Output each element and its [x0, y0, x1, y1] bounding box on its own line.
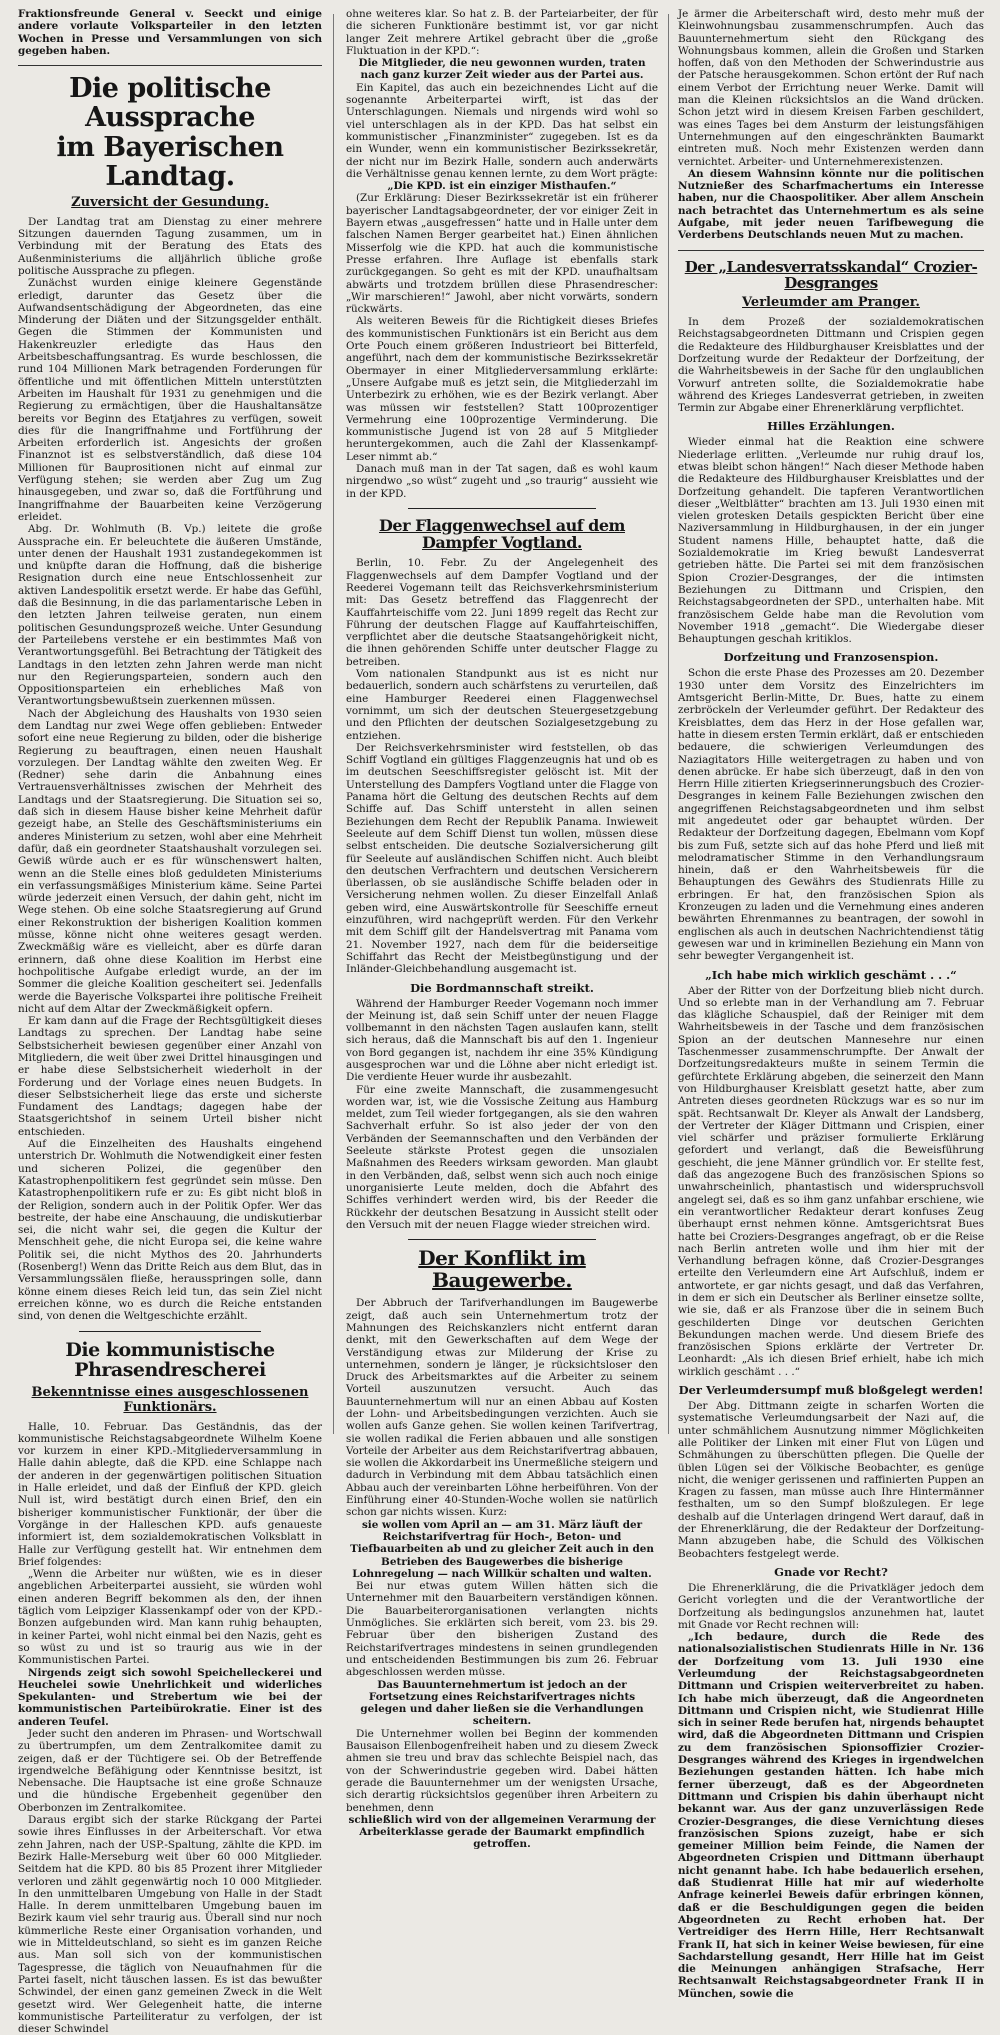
article-paragraph: Als weiteren Beweis für die Richtigkeit dieses Briefes des kommunistischen Funktionärs ist ein Bericht aus dem Orte Pouch einem größeren Industrieort bei Bitterfeld, angeführt, nach dem der kommunistische Bezirkssekretär Obermayer in einer Mitgliederversammlung erklärte: „Unsere Aufgabe muß es jetzt sein, die Mitgliederzahl im Unterbezirk zu erhöhen, wie es der Bezirk verlangt. Aber was müssen wir feststellen? Statt 100prozentiger Vermehrung eine 100prozentige Verminderung. Die kommunistische Jugend ist von 28 auf 5 Mitglieder heruntergekommen, auch die Zahl der Klassenkampf-Leser nimmt ab.“	[346, 315, 658, 463]
article-flaggenwechsel	[346, 517, 658, 1231]
article-landesverratsskandal	[678, 259, 984, 2000]
article-paragraph: Je ärmer die Arbeiterschaft wird, desto mehr muß der Kleinwohnungsbau zusammenschrumpfen. Auch das Bauunternehmertum sieht den Rückgang des Wohnungsbaus kommen, allein die Großen und Starken hoffen, daß von den Methoden der Schwerindustrie aus der Patsche herausgekommen. Schon ertönt der Ruf nach einem Verbot der Errichtung neuer Werke. Damit will man die Kleinen rücksichtslos an die Wand drücken. Schon jetzt wird in diesem Kreisen Farben geschildert, was eines Tages bei dem Ansturm der leistungsfähigen Unternehmungen auf den eingeschränkten Baumarkt eintreten muß. Noch mehr Existenzen werden dann vernichtet. Arbeiter- und Unternehmerexistenzen.	[678, 8, 984, 168]
article-intertitle: Die Bordmannschaft streikt.	[410, 980, 594, 995]
article-paragraph: Der Landtag trat am Dienstag zu einer mehrere Sitzungen dauernden Tagung zusammen, um in Verbindung mit der Beratung des Etats des Außenministeriums die alljährlich übliche große politische Aussprache zu pflegen.	[18, 215, 322, 277]
article-emphasis: Das Bauunternehmertum ist jedoch an der Fortsetzung eines Reichstarifvertrages nichts gelegen und daher ließen sie die Verhandlungen scheitern.	[360, 1678, 644, 1728]
article-emphasis: „Die KPD. ist ein einziger Misthaufen.“	[387, 180, 617, 193]
column-rule	[333, 14, 334, 1434]
article-quote: Daraus ergibt sich der starke Rückgang der Partei sowie ihres Einflusses in der Arbeiterschaft. Vor etwa zehn Jahren, nach der USP.-Spaltung, zählte die KPD. im Bezirk Halle-Merseburg weit über 60 000 Mitglieder. Seitdem hat die KPD. 80 bis 85 Prozent ihrer Mitglieder verloren und zählt gegenwärtig noch 10 000 Mitglieder. In den unmittelbaren Umgebung von Halle in der Stadt Halle. In derem unmittelbaren Umgebung bauen im Bezirk kaum viel sehr traurig aus. Überall sind nur noch kümmerliche Reste einer Organisation vorhanden, und wie in Mitteldeutschland, so sieht es im ganzen Reiche aus. Man soll sich von der kommunistischen Tagespresse, die täglich von Neuaufnahmen für die Partei faselt, nicht täuschen lassen. Es ist das bewußter Schwindel, der einen ganz gemeinen Zweck in die Welt gesetzt wird. Wer Gelegenheit hatte, die interne kommunistische Parteiliteratur zu verfolgen, der ist dieser Schwindel	[18, 1814, 322, 2035]
article-subheadline: Zuversicht der Gesundung.	[71, 194, 269, 210]
article-paragraph: Der Abg. Dittmann zeigte in scharfen Worten die systematische Verleumdungsarbeit der Nazi auf, die unter schmählichem Ausnutzung nimmer Möglichkeiten alle Politiker der Linken mit einer Flut von Lügen und Schmähungen zu überschütten pflegen. Die Quelle der üblen Lügen sei der Völkische Beobachter, es genüge nicht, die weniger gerissenen und raffinierten Puppen an Kragen zu fassen, man müsse auch Ihre Hintermänner festhalten, um so den Sumpf bloßzulegen. Er lege deshalb auf die Unterlagen dringend Wert darauf, daß in der Ehrenerklärung, die der Redakteur der Dorfzeitung-Mann abzugeben habe, die Schuld des Völkischen Beobachters festgelegt werde.	[678, 1400, 984, 1560]
intro-text: Fraktionsfreunde General v. Seeckt und einige andere vorlaute Volksparteiler in den letzten Wochen in Presse und Versammlungen von sich gegeben haben.	[18, 8, 322, 57]
article-headline: Der Flaggenwechsel auf dem Dampfer Vogtland.	[379, 515, 625, 553]
article-paragraph: Der Abbruch der Tarifverhandlungen im Baugewerbe zeigt, daß auch sein Unternehmertum trotz der Mahnungen des Reichskanzlers nicht entfernt daran denkt, mit den Gewerkschaften auf dem Wege der Verständigung etwas zur Milderung der Krise zu unternehmen, sondern je länger, je rücksichtsloser den Druck des Arbeitsmarktes auf die Arbeiter zu seinem Vorteil auszunutzen versucht. Auch das Bauunternehmertum will nur an einen Abbau auf Kosten der Lohn- und Arbeitsbedingungen verzichten. Auch sie wollen aufs Ganze gehen. Sie wollen keinen Tarifvertrag, sie wollen radikal die Ferien abbauen und alle sonstigen Vorteile der Arbeiter aus dem Reichstarifvertrag abbauen, sie wollen die Akkordarbeit ins Unermeßliche steigern und dadurch in Verbindung mit dem Abbau tatsächlich einen Abbau auch der vereinbarten Löhne herbeiführen. Von der Einführung einer 40-Stunden-Woche wollen sie natürlich schon gar nichts wissen. Kurz:	[346, 1297, 658, 1519]
divider	[408, 1239, 595, 1240]
article-emphasis: Die Mitglieder, die neu gewonnen wurden, traten nach ganz kurzer Zeit wieder aus der Partei aus.	[358, 57, 646, 82]
article-bavarian-landtag	[18, 74, 322, 1322]
article-quote: Nirgends zeigt sich sowohl Speichelleckerei und Heuchelei sowie Unehrlichkeit und widerliches Spekulanten- und Strebertum wie bei der kommunistischen Parteibürokratie. Einer ist des anderen Teufel.	[18, 1666, 322, 1728]
article-paragraph: ohne weiteres klar. So hat z. B. der Parteiarbeiter, der für die sicheren Funktionäre bestimmt ist, vor gar nicht langer Zeit mehrere Artikel gebracht über die „große Fluktuation in der KPD.“:	[346, 8, 658, 57]
article-headline: im Bayerischen Landtag.	[56, 131, 284, 192]
article-paragraph: In dem Prozeß der sozialdemokratischen Reichstagsabgeordneten Dittmann und Crispien gegen die Redakteure des Hildburghauser Kreisblattes und der Dorfzeitung wurde der Redakteur der Dorfzeitung, der die Wahrheitsbeweis in der Sache für den unglaublichen Vorwurf antreten sollte, die Sozialdemokratie habe während des Krieges Landesverrat getrieben, in zweiten Termin zur Abgabe einer Ehrenerklärung verpflichtet.	[678, 316, 984, 415]
column-3	[678, 8, 984, 2000]
article-paragraph: Auf die Einzelheiten des Haushalts eingehend unterstrich Dr. Wohlmuth die Notwendigkeit einer festen und sicheren Polizei, die gegenüber den Katastrophenpolitikern fest gegründet sein müsse. Den Katastrophenpolitikern rufe er zu: Es gibt nicht bloß in der Religion, sondern auch in der Politik Opfer. Wer das bestreite, der habe eine Anschauung, die undiskutierbar sei, die nicht wahr sei, die gegen die Kultur der Menschheit gehe, die nicht Europa sei, die keine wahre Politik sei, die nicht Mythos des 20. Jahrhunderts (Rosenberg!) Wenn das Dritte Reich aus dem Blut, das in Versammlungssälen fließe, herausspringen solle, dann könne einem dieses Reich leid tun, das sein Ziel nicht erreichen könne, wo es durch die Reiche entstanden sind, von denen die Weltgeschichte erzählt.	[18, 1138, 322, 1323]
article-headline: Die politische Aussprache	[69, 73, 271, 134]
article-headline: Die kommunistische Phrasendrescherei	[65, 1338, 275, 1382]
article-quote: „Ich bedaure, durch die Rede des nationalsozialistischen Studienrats Hille in Nr. 136 der Dorfzeitung vom 13. Juli 1930 eine Verleumdung der Reichstagsabgeordneten Dittmann und Crispien weiterverbreitet zu haben. Ich habe mich überzeugt, daß die Angeordneten Dittmann und Crispien nicht, wie Studienrat Hille sich in seiner Rede berufen hat, nirgends behauptet wird, daß die Abgeordneten Dittmann und Crispien zu dem französischen Spionsoffizier Crozier-Desgranges während des Krieges in irgendwelchen Beziehungen gestanden hätten. Ich habe mich ferner überzeugt, daß es der Abgeordneten Dittmann und Crispien bis dahin überhaupt nicht bekannt war. Aus der ganz unzuverlässigen Rede Crozier-Desgranges, die diese Vernichtung dieses französischen Spions zuzeigt, habe er sich gemeiner Million beim Feinde, die Namen der Abgeordneten Crispien und Dittmann überhaupt nicht genannt habe. Ich habe bedauerlich ersehen, daß Studienrat Hille hat mir auf wiederholte Anfrage keinerlei Beweis dafür erbringen können, daß er die Beschuldigungen gegen die beiden Abgeordneten zu Recht erhoben hat. Der Vertreidiger des Herrn Hille, Herr Rechtsanwalt Frank II, hat sich in keiner Weise bewiesen, für eine Sachdarstellung gesandt, Herr Hille hat im Geist die Meinungen anhängigen Strafsache, Herr Rechtsanwalt Reichstagsabgeordneter Frank II in München, sowie die	[678, 1631, 984, 2000]
article-headline: Der „Landesverratsskandal“ Crozier-Desgranges	[684, 257, 978, 292]
column-rule	[668, 14, 669, 1434]
article-paragraph: Bei nur etwas gutem Willen hätten sich die Unternehmer mit den Bauarbeitern verständigen können. Die Bauarbeiterorganisationen verlangten nichts Unmögliches. Sie erklärten sich bereit, vom 23. bis 29. Februar über den bisherigen Zustand des Reichstarifvertrages mindestens in seinen grundlegenden und entscheidenden Bestimmungen bis zum 26. Februar abgeschlossen werden müsse.	[346, 1580, 658, 1679]
article-paragraph: Der Reichsverkehrsminister wird feststellen, ob das Schiff Vogtland ein gültiges Flaggenzeugnis hat und ob es im deutschen Seeschiffsregister gelöscht ist. Mit der Unterstellung des Dampfers Vogtland unter die Flagge von Panama hört die Geltung des deutschen Rechts auf dem Schiffe auf. Das Schiff untersteht in allen seinen Beziehungen dem Recht der Republik Panama. Inwieweit Seeleute auf dem Schiff Dienst tun wollen, müssen diese selbst entscheiden. Die deutsche Sozialversicherung gilt für Seeleute auf ausländischen Schiffen nicht. Auch bleibt den deutschen Verfrachtern und deutschen Versicherern überlassen, ob sie ausländische Schiffe beladen oder in Versicherung nehmen wollen. Zu dieser Einzelfall Anlaß geben wird, eine Auswärtskontrolle für Seeschiffe erneut einzuführen, wird nachgeprüft werden. Für den Verkehr mit dem Schiff gilt der Handelsvertrag mit Panama vom 21. November 1927, nach dem für die beiderseitige Schiffahrt das Recht der Meistbegünstigung und der Inländer-Gleichbehandlung ausgemacht ist.	[346, 741, 658, 976]
article-intertitle: Dorfzeitung und Franzosenspion.	[723, 650, 939, 665]
article-paragraph: An diesem Wahnsinn könnte nur die politischen Nutznießer des Scharfmachertums ein Interesse haben, nur die Chaospolitiker. Aber allem Anschein nach betrachtet das Unternehmertum es als seine Aufgabe, mit jeder neuen Tarifbewegung die Verderbens Deutschlands neuen Mut zu machen.	[678, 167, 984, 242]
article-paragraph: Für eine zweite Mannschaft, die zusammengesucht worden war, ist, wie die Vossische Zeitung aus Hamburg meldet, zum Teil wieder fortgegangen, als sie den wahren Sachverhalt erfuhr. So ist also jeder der von den Verbänden der Seemannschaften und den Verbänden der Seeleute stärkste Protest gegen die unsozialen Maßnahmen des Reeders wirksam geworden. Man glaubt in den Verbänden, daß, selbst wenn sich auch noch einige unorganisierte Leute melden, doch die Abfahrt des Schiffes verhindert werden wird, bis der Reeder die Rückkehr der deutschen Besatzung in Aussicht stellt oder den Versuch mit der neuen Flagge wieder streichen wird.	[346, 1083, 658, 1231]
article-quote: Jeder sucht den anderen im Phrasen- und Wortschwall zu übertrumpfen, um dem Zentralkomitee damit zu zeigen, daß er der Tüchtigere sei. Ob der Betreffende irgendwelche Befähigung oder Kenntnisse besitzt, ist Nebensache. Die Hauptsache ist eine große Schnauze und die hündische Ergebenheit gegenüber den Oberbonzen im Zentralkomitee.	[18, 1727, 322, 1814]
article-baugewerbe	[346, 1248, 658, 1851]
article-quote: „Wenn die Arbeiter nur wüßten, wie es in dieser angeblichen Arbeiterpartei aussieht, sie würden wohl einen anderen Begriff bekommen als den, der ihnen täglich vom Leipziger Klassenkampf oder von der KPD.-Bonzen aufgebunden wird. Man kann ruhig behaupten, in keiner Partei, wohl nicht einmal bei den Nazis, geht es so wüst zu und ist so traurig aus wie in der Kommunistischen Partei.	[18, 1568, 322, 1667]
article-paragraph: Er kam dann auf die Frage der Rechtsgültigkeit dieses Landtags zu sprechen. Der Landtag habe seine Selbstsicherheit bewiesen gegenüber einer Anzahl von Mitgliedern, die weit über zwei Drittel hinausgingen und er habe diese Selbstsicherheit wiederholt in der Forderung und der Vorlage eines neuen Budgets. In dieser Selbstsicherheit liege das erste und sicherste Fundament des Landtags; dagegen habe der Staatsgerichtshof in seinem Urteil bisher nicht entschieden.	[18, 1015, 322, 1138]
article-paragraph: Vom nationalen Standpunkt aus ist es nicht nur bedauerlich, sondern auch schärfstens zu verurteilen, daß eine Hamburger Reederei einen Flaggenwechsel vornimmt, um sich der deutschen Steuergesetzgebung und den Pflichten der deutschen Sozialgesetzgebung zu entziehen.	[346, 668, 658, 742]
article-paragraph: Aber der Ritter von der Dorfzeitung blieb nicht durch. Und so erlebte man in der Verhandlung am 7. Februar das klägliche Schauspiel, daß der Reiniger mit dem Wahrheitsbeweis in der Tasche und dem französischen Spion an der deutschen Mannesehre nur einen Taschenmesser zusammenschrumpfte. Der Anwalt der Dorfzeitungsredakteurs mußte in seinem Termin die gefürchtete Erklärung abgeben, die seinerzeit den Mann von Hildburghauser Kreisblatt gesetzt hatte, aber zum Antreten dieses geordneten Rückzugs war es so nur im spät. Rechtsanwalt Dr. Kleyer als Anwalt der Landsberg, der Vertreter der Kläger Dittmann und Crispien, einer viel schärfer und präziser formulierte Erklärung gefordert und verlangt, daß die Beweisführung geschieht, die jene Männer gründlich vor. Er stellte fest, daß das angezogene Buch des französischen Spions so unwahrscheinlich, phantastisch und widerspruchsvoll angelegt sei, daß es so ihm ganz unfahbar erschiene, wie ein verantwortlicher Redakteur derart konfuses Zeug überhaupt ernst nehmen könne. Amtsgerichtsrat Bues hatte bei Croziers-Desgranges angefragt, ob er die Reise nach Berlin antreten wolle und ihm hier mit der Verhandlung befragen könne, daß Crozier-Desgranges erteilte den Verleumdern eine Art Aufschluß, indem er antwortete, er gar nichts gesagt, und daß das Verfahren, in dem er sich ein Deutscher als Berliner einsetze sollte, wie sie, daß er als Franzose über die in seinem Buch geschilderten Dinge vor deutschen Gerichten Bekundungen machen werde. Und diesem Briefe des französischen Spions erklärte der Vertreter Dr. Leonhardt: „Als ich diesen Brief erhielt, habe ich mich wirklich geschämt . . .“	[678, 984, 984, 1378]
article-paragraph: Die Ehrenerklärung, die die Privatkläger jedoch dem Gericht vorlegten und die der Verantwortliche der Dorfzeitung als bedingungslos anzunehmen hat, lautet mit Gnade vor Recht rechnen will:	[678, 1581, 984, 1631]
article-intertitle: Der Verleumdersumpf muß bloßgelegt werden!	[678, 1383, 984, 1398]
article-paragraph: (Zur Erklärung: Dieser Bezirkssekretär ist ein früherer bayerischer Landtagsabgeordneter, der vor einiger Zeit in Bayern etwas „ausgefressen“ hatte und in Halle unter dem falschen Namen Berger gearbeitet hat.) Einen ähnlichen Misserfolg wie die KPD. hat auch die kommunistische Presse erfahren. Ihre Auflage ist ebenfalls stark zurückgegangen. So geht es mit der KPD. unaufhaltsam abwärts und trotzdem brüllen diese Phrasendrescher: „Wir marschieren!“ Jawohl, aber nicht vorwärts, sondern rückwärts.	[346, 192, 658, 316]
article-paragraph: Berlin, 10. Febr. Zu der Angelegenheit des Flaggenwechsels auf dem Dampfer Vogtland und der Reederei Vogemann teilt das Reichsverkehrsministerium mit: Das Gesetz betreffend das Flaggenrecht der Kauffahrteischiffe vom 22. Juni 1899 regelt das Recht zur Führung der deutschen Flagge auf Kauffahrteischiffen, verpflichtet aber die deutsche Staatsangehörigkeit nicht, die ihnen gehörenden Schiffe unter deutscher Flagge zu betreiben.	[346, 557, 658, 668]
article-paragraph: Ein Kapitel, das auch ein bezeichnendes Licht auf die sogenannte Arbeiterpartei wirft, ist das der Unterschlagungen. Niemals und nirgends wird wohl so viel unterschlagen als in der KPD. Das hat selbst ein kommunistischer „Finanzminister“ zugegeben. Ist es da ein Wunder, wenn ein kommunistischer Bezirkssekretär, der nicht nur im Bezirk Halle, sondern auch anderwärts die Verhältnisse genau kennen lernte, zu dem Wort prägte:	[346, 81, 658, 180]
article-paragraph: Halle, 10. Februar. Das Geständnis, das der kommunistische Reichstagsabgeordnete Wilhelm Koene vor kurzem in einer KPD.-Mitgliederversammlung in Halle dahin ablegte, daß die KPD. eine Schlappe nach der anderen in der gegenwärtigen politischen Situation in Halle erleidet, und daß der Einfluß der KPD. gleich Null ist, wird bestätigt durch einen Brief, den ein bisheriger kommunistischer Funktionär, der über die Vorgänge in der Halleschen KPD. aufs genaueste informiert ist, dem sozialdemokratischen Volksblatt in Halle zur Verfügung gestellt hat. Wir entnehmen dem Brief folgendes:	[18, 1420, 322, 1568]
divider	[678, 250, 984, 251]
article-paragraph: Schon die erste Phase des Prozesses am 20. Dezember 1930 unter dem Vorsitz des Einzelrichters im Amtsgericht Berlin-Mitte, Dr. Bues, hatte zu einem zerbröckeln der Verleumder geführt. Der Redakteur des Kreisblattes, dem das Herz in der Hose gefallen war, hatte in diesem ersten Termin erklärt, daß er entschieden bedauere, die schwierigen Verleumdungen des Naziagitators Hille weitergetragen zu haben und von denen abrücke. Er habe sich überzeugt, daß in den von Herrn Hille zitierten Kriegserinnerungsbuch des Crozier-Desgranges in keinem Falle Beziehungen zwischen den angegriffenen Reichstagsabgeordneten und ihm selbst mit angedeutet oder gar behauptet würden. Der Redakteur der Dorfzeitung dagegen, Ebelmann vom Kopf bis zum Fuß, setzte sich auf das hohe Pferd und ließ mit melodramatischer Stimme in den Verhandlungsraum hinein, daß er den Wahrheitsbeweis für die Behauptungen des Gewährs des Studienrats Hille zu erbringen. Er hat, den französischen Spion als Kronzeugen zu laden und die Vernehmung eines anderen bewährten Ehrenmannes zu beantragen, der sowohl in englischen als auch in deutschen Nachrichtendienst tätig gewesen war und in kriminellen Beziehung ein Mann von sehr bewegter Vergangenheit ist.	[678, 667, 984, 963]
article-emphasis: sie wollen vom April an — am 31. März läuft der Reichstarifvertrag für Hoch-, Beton- und Tiefbauarbeiten ab und zu gleicher Zeit auch in den Betrieben des Baugewerbes die bisherige Lohnregelung — nach Willkür schalten und walten.	[350, 1518, 654, 1580]
divider	[408, 508, 595, 509]
article-intertitle: Gnade vor Recht?	[774, 1564, 888, 1579]
article-paragraph: Nach der Abgleichung des Haushalts von 1930 seien dem Landtag nur zwei Wege offen geblieben: Entweder sofort eine neue Regierung zu bilden, oder die bisherige Regierung zu beauftragen, einen neuen Haushalt vorzulegen. Der Landtag wählte den zweiten Weg. Er (Redner) sehe darin die Anbahnung eines Vertrauensverhältnisses zwischen der Mehrheit des Landtags und der Staatsregierung. Die Situation sei so, daß sich in diesem Hause bisher keine Mehrheit dafür gezeigt habe, an Stelle des Geschäftsministeriums ein anderes Ministerium zu setzen, wohl aber eine Mehrheit dafür, daß ein geordneter Staatshaushalt vorzulegen sei. Gewiß würde auch er es für wünschenswert halten, wenn an die Stelle eines bloß geduldeten Ministeriums ein verfassungsmäßiges Ministerium käme. Seine Partei würde jederzeit einen Versuch, der dahin geht, nicht im Wege stehen. Ob eine solche Staatsregierung auf Grund einer Rekonstruktion der bisherigen Koalition kommen müsse, könne nicht ohne weiteres gesagt werden. Zweckmäßig wäre es vielleicht, aber es dürfe daran erinnern, daß ohne diese Koalition im Herbst eine hochpolitische Aufgabe erledigt wurde, an der im Sommer die gleiche Koalition gescheitert sei. Jedenfalls werde die Bayerische Volkspartei ihre politische Freiheit nicht auf dem Altar der Zweckmäßigkeit opfern.	[18, 707, 322, 1015]
article-intertitle: „Ich habe mich wirklich geschämt . . .“	[705, 967, 957, 982]
article-paragraph: Zunächst wurden einige kleinere Gegenstände erledigt, darunter das Gesetz über die Aufwandsentschädigung der Abgeordneten, das eine Minderung der Diäten und der Sitzungsgelder enthält. Gegen die Stimmen der Kommunisten und Hakenkreuzler erledigte das Haus den Arbeitsbeschaffungsantrag. Es wurde beschlossen, die rund 104 Millionen Mark betragenden Forderungen für öffentliche und mit öffentlichen Mitteln unterstützten Arbeiten im Haushalt für 1931 zu genehmigen und die Regierung zu ermächtigen, über die Haushaltansätze bereits vor Beginn des Etatjahres zu verfügen, soweit dies für die Inangriffnahme und Fortführung der Arbeiten erforderlich ist. Angesichts der großen Finanznot ist es selbstverständlich, daß diese 104 Millionen für Bauprositionen nicht auf einmal zur Verfügung stehen; sie werden aber Zug um Zug hinausgegeben, und zwar so, daß die Fortführung und Inangriffnahme der Bauarbeiten keine Verzögerung erleidet.	[18, 277, 322, 523]
article-paragraph: Abg. Dr. Wohlmuth (B. Vp.) leitete die große Aussprache ein. Er beleuchtete die äußeren Umstände, unter denen der Haushalt 1931 zustandegekommen ist und knüpfte daran die Hoffnung, daß die bisherige Resignation durch eine neue Entschlossenheit zur aktiven Landespolitik ersetzt werde. Er habe das Gefühl, daß die Besinnung, in die das parlamentarische Leben in den letzten Jahren teilweise geraten, nun einem politischen Gesundungsprozeß weiche. Unter Gesundung der Parteilebens verstehe er ein bestimmtes Maß von Verantwortungsgefühl. Bei Betrachtung der Tätigkeit des Landtags in den letzten zehn Jahren werde man nicht nur den Regierungsparteien, sondern auch den Oppositionsparteien ein erhebliches Maß von Verantwortungsbewußtsein zuerkennen müssen.	[18, 523, 322, 708]
article-paragraph: Während der Hamburger Reeder Vogemann noch immer der Meinung ist, daß sein Schiff unter der neuen Flagge vollbemannt in den nächsten Tagen auslaufen kann, stellt sich heraus, daß die Mannschaft bis auf den 1. Ingenieur von Bord gegangen ist, nachdem ihr eine 35% Kündigung ausgesprochen war und die Löhne aber nicht erledigt ist. Die verdiente Heuer wurde ihr ausbezahlt.	[346, 997, 658, 1084]
article-kpd-phrasendrescherei	[18, 1340, 322, 2035]
article-paragraph: Danach muß man in der Tat sagen, daß es wohl kaum nirgendwo „so wüst“ zugeht und „so traurig“ aussieht wie in der KPD.	[346, 462, 658, 500]
article-subheadline: Verleumder am Pranger.	[742, 295, 920, 311]
divider	[79, 1331, 261, 1332]
article-emphasis: schließlich wird von der allgemeinen Verarmung der Arbeiterklasse gerade der Baumarkt empfindlich getroffen.	[348, 1813, 656, 1851]
column-1	[18, 8, 322, 2035]
article-paragraph: Wieder einmal hat die Reaktion eine schwere Niederlage erlitten. „Verleumde nur ruhig drauf los, etwas bleibt schon hängen!“ Nach dieser Methode haben die Redakteure des Hildburghauser Kreisblattes und der Dorfzeitung gehandelt. Die tapferen Verantwortlichen dieser „Weltblätter“ brachten am 13. Juli 1930 einen mit vielen grotesken Details gespickten Bericht über eine Naziversammlung in Hildburghausen, in der ein junger Student namens Hille, behauptet hatte, daß die Sozialdemokratie im Krieg bewußt Landesverrat getrieben hätte. Die Partei sei mit dem französischen Spion Crozier-Desgranges, der die intimsten Beziehungen zu Dittmann und Crispien, den Reichstagsabgeordneten der SPD., unterhalten habe. Mit französischem Gelde habe man die Revolution vom November 1918 „gemacht“. Die Wiedergabe dieser Behauptungen geschah kritiklos.	[678, 436, 984, 646]
article-intertitle: Hilles Erzählungen.	[767, 419, 895, 434]
article-paragraph: Die Unternehmer wollen bei Beginn der kommenden Bausaison Ellenbogenfreiheit haben und zu diesem Zweck ahmen sie treu und brav das schlechte Beispiel nach, das von der Schwerindustrie gegeben wird. Dabei hätten gerade die Bauunternehmer um der wenigsten Ursache, sich derartig rücksichtslos gegenüber ihren Arbeitern zu benehmen, denn	[346, 1727, 658, 1814]
divider	[18, 65, 322, 66]
column-2	[346, 8, 658, 1851]
article-headline: Der Konflikt im Baugewerbe.	[418, 1246, 586, 1292]
article-subheadline: Bekenntnisse eines ausgeschlossenen Funktionärs.	[31, 1384, 309, 1415]
